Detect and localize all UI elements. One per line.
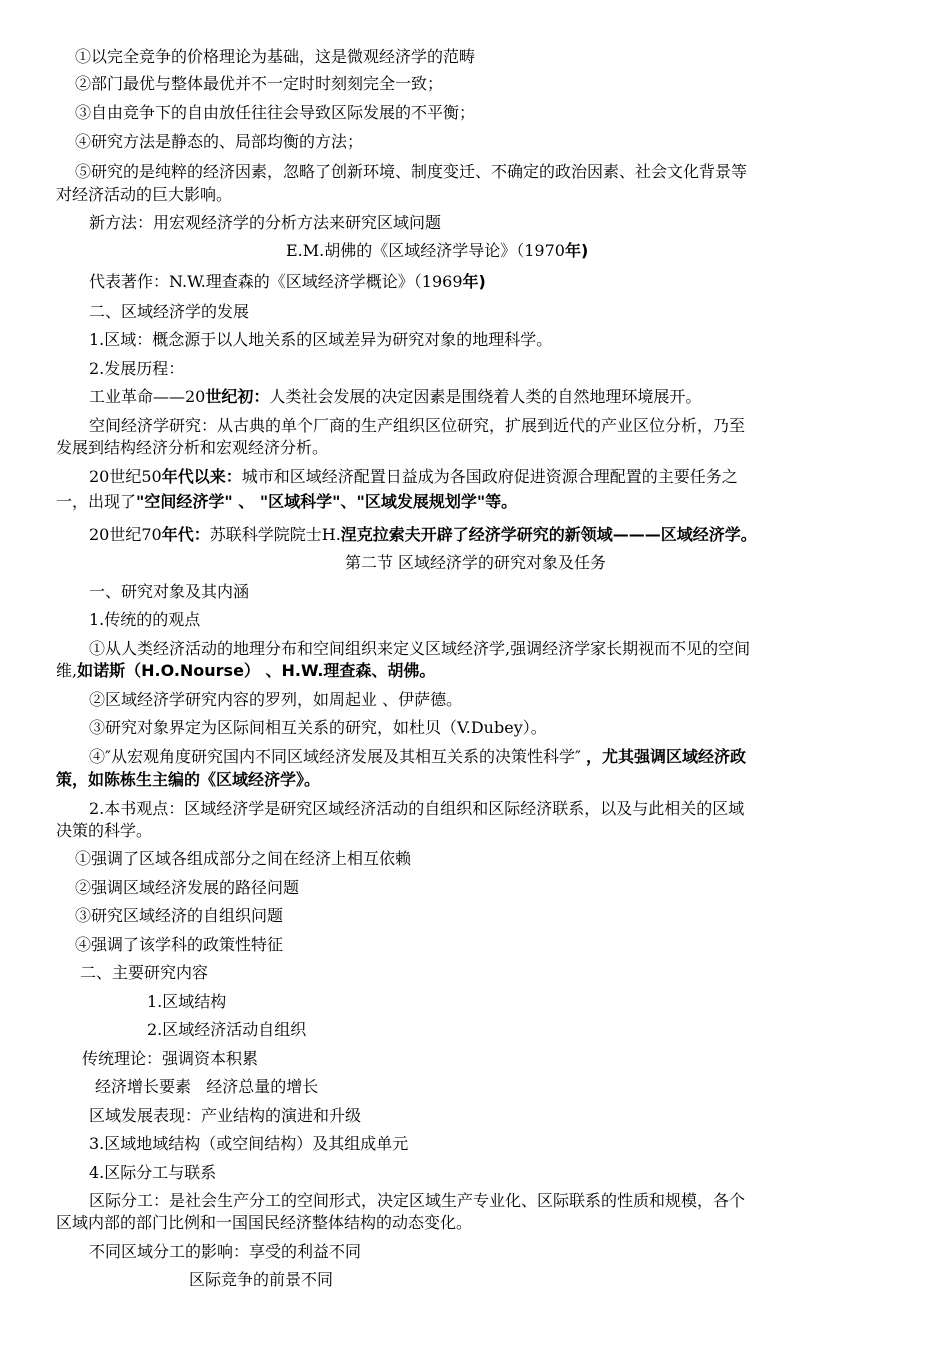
text-line: 空间经济学研究：从古典的单个厂商的生产组织区位研究，扩展到近代的产业区位分析，乃至: [89, 416, 746, 435]
text-line: 2.发展历程：: [89, 359, 185, 378]
text-line: [0, 387, 951, 406]
text-run-bold: ，尤其强调区域经济政: [586, 747, 747, 766]
text-run-bold: 涅克拉索夫开辟了经济学研究的新领域———区域经济学。: [340, 525, 757, 544]
text-line: 不同区域分工的影响：享受的利益不同: [89, 1242, 362, 1261]
text-run: 城市和区域经济配置日益成为各国政府促进资源合理配置的主要任务之: [241, 467, 738, 486]
text-line: 4.区际分工与联系: [89, 1163, 217, 1182]
text-line: 区域发展表现：产业结构的演进和升级: [89, 1106, 362, 1125]
text-line: ①从人类经济活动的地理分布和空间组织来定义区域经济学,强调经济学家长期视而不见的空间: [89, 639, 751, 658]
text-line: 对经济活动的巨大影响。: [56, 185, 233, 204]
text-run: ④″从宏观角度研究国内不同区域经济发展及其相互关系的决策性科学″: [89, 747, 587, 766]
text-line: ④研究方法是静态的、局部均衡的方法；: [75, 132, 364, 151]
text-line: ②区域经济学研究内容的罗列，如周起业 、伊萨德。: [89, 690, 463, 709]
text-run: 苏联科学院院士H.: [209, 525, 341, 544]
text-run-bold: 年): [462, 272, 486, 291]
text-line: 1.区域结构: [147, 992, 227, 1011]
text-line: ②强调区域经济发展的路径问题: [75, 878, 300, 897]
text-line: [0, 272, 951, 291]
text-line: 3.区域地域结构（或空间结构）及其组成单元: [89, 1134, 409, 1153]
text-line: 区际分工：是社会生产分工的空间形式，决定区域生产专业化、区际联系的性质和规模，各个: [89, 1191, 746, 1210]
text-run: 人类社会发展的决定因素是围绕着人类的自然地理环境展开。: [269, 387, 702, 406]
section-heading: 二、主要研究内容: [80, 963, 209, 982]
text-line: [0, 770, 951, 789]
text-line: 2.本书观点：区域经济学是研究区域经济活动的自组织和区际经济联系，以及与此相关的区域: [89, 799, 745, 818]
text-run-bold: 世纪初：: [205, 387, 270, 406]
text-line: 决策的科学。: [56, 821, 153, 840]
text-line: 区域内部的部门比例和一国国民经济整体结构的动态变化。: [56, 1213, 473, 1232]
text-run: 20世纪50: [89, 467, 162, 486]
text-line: 新方法：用宏观经济学的分析方法来研究区域问题: [89, 213, 442, 232]
chapter-heading: 第二节 区域经济学的研究对象及任务: [344, 553, 607, 572]
text-line: 经济增长要素 经济总量的增长: [95, 1077, 319, 1096]
text-run-bold: "空间经济学" 、 "区域科学"、"区域发展规划学"等。: [136, 492, 518, 511]
text-line: 1.传统的的观点: [89, 610, 201, 629]
section-heading: 二、区域经济学的发展: [89, 302, 250, 321]
text-line: 发展到结构经济分析和宏观经济分析。: [56, 438, 329, 457]
text-run-bold: 年代：: [161, 525, 210, 544]
text-line: ③自由竞争下的自由放任往往会导致区际发展的不平衡；: [75, 103, 476, 122]
text-run: 维,: [56, 661, 78, 680]
text-line: 1.区域：概念源于以人地关系的区域差异为研究对象的地理科学。: [89, 330, 553, 349]
text-run: E.M.胡佛的《区域经济学导论》（1970: [286, 241, 565, 260]
text-run: 一，出现了: [56, 492, 137, 511]
section-heading: 一、研究对象及其内涵: [89, 582, 250, 601]
text-line: ③研究区域经济的自组织问题: [75, 906, 284, 925]
text-run-bold: 年代以来：: [161, 467, 242, 486]
text-run-bold: 策，如陈栋生主编的《区域经济学》。: [56, 770, 321, 789]
text-line: 2.区域经济活动自组织: [147, 1020, 307, 1039]
text-line: 区际竞争的前景不同: [189, 1270, 334, 1289]
text-line: [0, 241, 951, 260]
text-line: ④强调了该学科的政策性特征: [75, 935, 284, 954]
text-line: 传统理论：强调资本积累: [82, 1049, 259, 1068]
text-line: [0, 661, 951, 680]
text-line: [0, 747, 951, 766]
text-line: ②部门最优与整体最优并不一定时时刻刻完全一致；: [75, 74, 444, 93]
text-line: ①以完全竞争的价格理论为基础，这是微观经济学的范畴: [75, 47, 476, 66]
text-line: ⑤研究的是纯粹的经济因素，忽略了创新环境、制度变迁、不确定的政治因素、社会文化背景等: [75, 162, 748, 181]
text-line: ③研究对象界定为区际间相互关系的研究，如杜贝（V.Dubey）。: [89, 718, 547, 737]
text-run: 工业革命——20: [89, 387, 206, 406]
text-line: [0, 467, 951, 486]
text-line: [0, 525, 951, 544]
text-line: [0, 492, 951, 511]
text-run: 代表著作：N.W.理查森的《区域经济学概论》（1969: [89, 272, 463, 291]
text-run-bold: 如诺斯（H.O.Nourse） 、H.W.理查森、胡佛。: [77, 661, 436, 680]
text-line: ①强调了区域各组成部分之间在经济上相互依赖: [75, 849, 412, 868]
text-run: 20世纪70: [89, 525, 162, 544]
text-run-bold: 年): [564, 241, 589, 260]
